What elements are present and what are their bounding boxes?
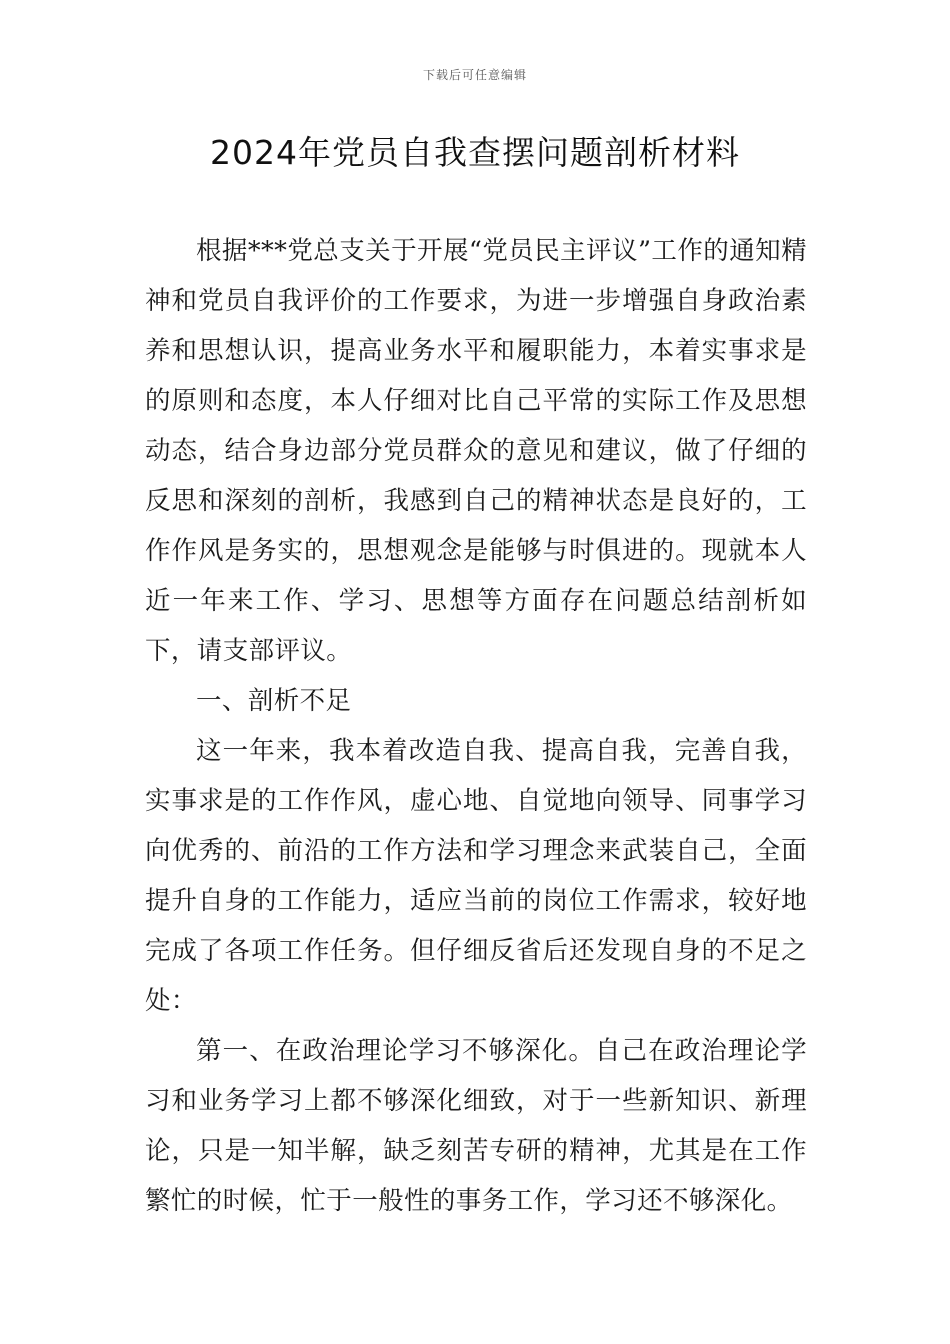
section-heading: 一、剖析不足 — [196, 686, 352, 716]
header-note: 下载后可任意编辑 — [422, 68, 527, 82]
document-title: 2024年党员自我查摆问题剖析材料 — [210, 133, 740, 172]
document-body — [145, 226, 807, 1226]
section-paragraph: 这一年来，我本着改造自我、提高自我，完善自我，实事求是的工作作风，虚心地、自觉地向领导、同事学习向优秀的、前沿的工作方法和学习理念来武装自己，全面提升自身的工作能力，适应当前的岗位工作需求，较好地完成了各项工作任务。但仔细反省后还发现自身的不足之处： — [145, 736, 807, 1016]
intro-paragraph: 根据***党总支关于开展“党员民主评议”工作的通知精神和党员自我评价的工作要求，为进一步增强自身政治素养和思想认识，提高业务水平和履职能力，本着实事求是的原则和态度，本人仔细对比自己平常的实际工作及思想动态，结合身边部分党员群众的意见和建议，做了仔细的反思和深刻的剖析，我感到自己的精神状态是良好的，工作作风是务实的，思想观念是能够与时俱进的。现就本人近一年来工作、学习、思想等方面存在问题总结剖析如下，请支部评议。 — [145, 236, 807, 666]
point-one-paragraph: 第一、在政治理论学习不够深化。自己在政治理论学习和业务学习上都不够深化细致，对于一些新知识、新理论，只是一知半解，缺乏刻苦专研的精神，尤其是在工作繁忙的时候，忙于一般性的事务工作，学习还不够深化。 — [145, 1036, 807, 1216]
